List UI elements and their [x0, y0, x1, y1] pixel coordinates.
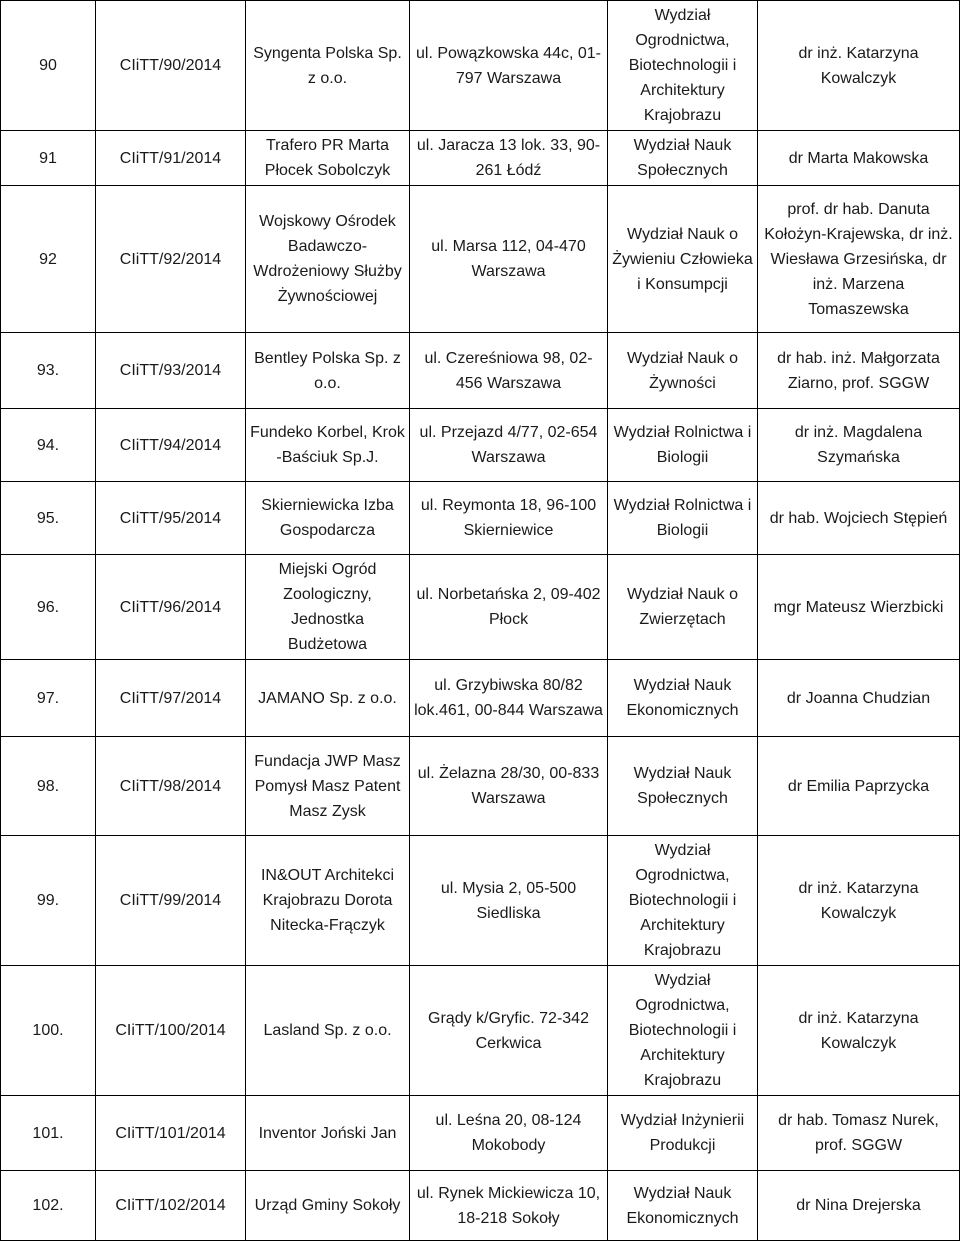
row-number: 95.	[1, 482, 96, 555]
row-number: 97.	[1, 660, 96, 737]
table-row	[1, 836, 960, 966]
agreement-code: CIiTT/101/2014	[96, 1096, 246, 1171]
faculty-name: Wydział Nauk Społecznych	[608, 131, 758, 186]
company-name: Skierniewicka Izba Gospodarcza	[246, 482, 410, 555]
agreement-code: CIiTT/96/2014	[96, 555, 246, 660]
table-row	[1, 409, 960, 482]
contact-person: dr hab. Wojciech Stępień	[758, 482, 960, 555]
table-row	[1, 131, 960, 186]
table-row	[1, 966, 960, 1096]
row-number: 94.	[1, 409, 96, 482]
table-row	[1, 1096, 960, 1171]
company-name: Syngenta Polska Sp. z o.o.	[246, 1, 410, 131]
contact-person: dr inż. Katarzyna Kowalczyk	[758, 966, 960, 1096]
company-name: Wojskowy Ośrodek Badawczo-Wdrożeniowy Służby Żywnościowej	[246, 186, 410, 333]
table-row	[1, 737, 960, 836]
company-name: Miejski Ogród Zoologiczny, Jednostka Budżetowa	[246, 555, 410, 660]
row-number: 92	[1, 186, 96, 333]
faculty-name: Wydział Nauk o Żywieniu Człowieka i Konsumpcji	[608, 186, 758, 333]
company-address: ul. Mysia 2, 05-500 Siedliska	[410, 836, 608, 966]
table-row	[1, 333, 960, 409]
row-number: 101.	[1, 1096, 96, 1171]
company-name: Lasland Sp. z o.o.	[246, 966, 410, 1096]
company-name: JAMANO Sp. z o.o.	[246, 660, 410, 737]
company-address: ul. Reymonta 18, 96-100 Skierniewice	[410, 482, 608, 555]
faculty-name: Wydział Nauk Społecznych	[608, 737, 758, 836]
row-number: 96.	[1, 555, 96, 660]
company-address: Grądy k/Gryfic. 72-342 Cerkwica	[410, 966, 608, 1096]
row-number: 102.	[1, 1171, 96, 1241]
contact-person: dr Nina Drejerska	[758, 1171, 960, 1241]
company-address: ul. Norbetańska 2, 09-402 Płock	[410, 555, 608, 660]
row-number: 98.	[1, 737, 96, 836]
company-address: ul. Grzybiwska 80/82 lok.461, 00-844 Warszawa	[410, 660, 608, 737]
faculty-name: Wydział Nauk Ekonomicznych	[608, 1171, 758, 1241]
company-address: ul. Czereśniowa 98, 02-456 Warszawa	[410, 333, 608, 409]
company-name: Trafero PR Marta Płocek Sobolczyk	[246, 131, 410, 186]
agreement-code: CIiTT/94/2014	[96, 409, 246, 482]
company-address: ul. Przejazd 4/77, 02-654 Warszawa	[410, 409, 608, 482]
contact-person: dr hab. inż. Małgorzata Ziarno, prof. SGGW	[758, 333, 960, 409]
company-address: ul. Jaracza 13 lok. 33, 90-261 Łódź	[410, 131, 608, 186]
agreement-code: CIiTT/92/2014	[96, 186, 246, 333]
faculty-name: Wydział Rolnictwa i Biologii	[608, 409, 758, 482]
contact-person: dr inż. Katarzyna Kowalczyk	[758, 836, 960, 966]
row-number: 100.	[1, 966, 96, 1096]
faculty-name: Wydział Nauk o Żywności	[608, 333, 758, 409]
company-name: Bentley Polska Sp. z o.o.	[246, 333, 410, 409]
company-name: Inventor Joński Jan	[246, 1096, 410, 1171]
agreement-code: CIiTT/99/2014	[96, 836, 246, 966]
agreement-code: CIiTT/93/2014	[96, 333, 246, 409]
contact-person: dr Emilia Paprzycka	[758, 737, 960, 836]
agreement-code: CIiTT/90/2014	[96, 1, 246, 131]
faculty-name: Wydział Ogrodnictwa, Biotechnologii i Architektury Krajobrazu	[608, 1, 758, 131]
table-row	[1, 1, 960, 131]
table-row	[1, 555, 960, 660]
company-name: Urząd Gminy Sokoły	[246, 1171, 410, 1241]
company-address: ul. Marsa 112, 04-470 Warszawa	[410, 186, 608, 333]
faculty-name: Wydział Inżynierii Produkcji	[608, 1096, 758, 1171]
company-name: IN&OUT Architekci Krajobrazu Dorota Nitecka-Frączyk	[246, 836, 410, 966]
company-address: ul. Żelazna 28/30, 00-833 Warszawa	[410, 737, 608, 836]
row-number: 99.	[1, 836, 96, 966]
faculty-name: Wydział Ogrodnictwa, Biotechnologii i Architektury Krajobrazu	[608, 966, 758, 1096]
contact-person: dr Joanna Chudzian	[758, 660, 960, 737]
table-row	[1, 482, 960, 555]
company-address: ul. Rynek Mickiewicza 10, 18-218 Sokoły	[410, 1171, 608, 1241]
company-name: Fundacja JWP Masz Pomysł Masz Patent Masz Zysk	[246, 737, 410, 836]
company-address: ul. Leśna 20, 08-124 Mokobody	[410, 1096, 608, 1171]
agreement-code: CIiTT/102/2014	[96, 1171, 246, 1241]
table-row	[1, 1171, 960, 1241]
table-body	[1, 1, 960, 1241]
contact-person: dr hab. Tomasz Nurek, prof. SGGW	[758, 1096, 960, 1171]
agreement-code: CIiTT/100/2014	[96, 966, 246, 1096]
agreement-code: CIiTT/91/2014	[96, 131, 246, 186]
company-address: ul. Powązkowska 44c, 01-797 Warszawa	[410, 1, 608, 131]
table-row	[1, 660, 960, 737]
contact-person: prof. dr hab. Danuta Kołożyn-Krajewska, dr inż. Wiesława Grzesińska, dr inż. Marzena Tomaszewska	[758, 186, 960, 333]
faculty-name: Wydział Nauk Ekonomicznych	[608, 660, 758, 737]
table-row	[1, 186, 960, 333]
agreement-code: CIiTT/97/2014	[96, 660, 246, 737]
faculty-name: Wydział Ogrodnictwa, Biotechnologii i Architektury Krajobrazu	[608, 836, 758, 966]
row-number: 91	[1, 131, 96, 186]
agreement-code: CIiTT/98/2014	[96, 737, 246, 836]
faculty-name: Wydział Nauk o Zwierzętach	[608, 555, 758, 660]
faculty-name: Wydział Rolnictwa i Biologii	[608, 482, 758, 555]
company-name: Fundeko Korbel, Krok -Baściuk Sp.J.	[246, 409, 410, 482]
contact-person: mgr Mateusz Wierzbicki	[758, 555, 960, 660]
row-number: 90	[1, 1, 96, 131]
agreement-code: CIiTT/95/2014	[96, 482, 246, 555]
contact-person: dr Marta Makowska	[758, 131, 960, 186]
contact-person: dr inż. Katarzyna Kowalczyk	[758, 1, 960, 131]
contact-person: dr inż. Magdalena Szymańska	[758, 409, 960, 482]
row-number: 93.	[1, 333, 96, 409]
